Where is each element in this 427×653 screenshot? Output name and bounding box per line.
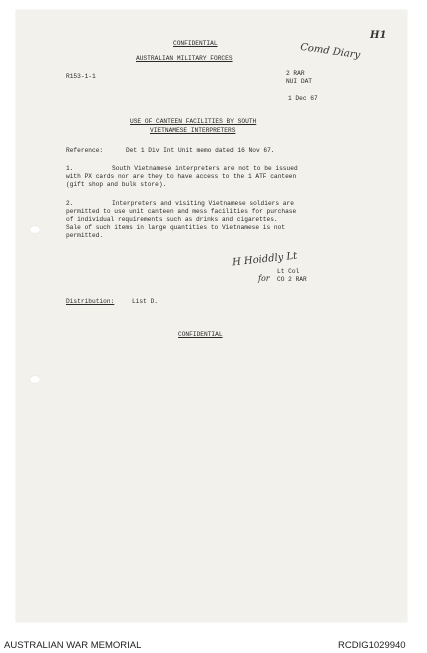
paragraph-2-number: 2. — [66, 200, 74, 207]
unit-location: NUI DAT — [286, 78, 312, 85]
distribution-label: Distribution: — [66, 298, 115, 305]
signature-initial: for — [258, 274, 270, 283]
signatory-appointment: CO 2 RAR — [277, 276, 307, 283]
signatory-rank: Lt Col — [277, 268, 300, 275]
subject-line-1: USE OF CANTEEN FACILITIES BY SOUTH — [130, 118, 257, 125]
paragraph-2-line-5: permitted. — [66, 232, 104, 239]
document-date: 1 Dec 67 — [288, 95, 318, 102]
paragraph-1-number: 1. — [66, 165, 74, 172]
paragraph-1-line-1: South Vietnamese interpreters are not to be issued — [112, 165, 298, 172]
footer-record-id: RCDIG1029940 — [338, 640, 406, 651]
handwritten-diary-note: Comd Diary — [299, 41, 361, 62]
footer-archive-name: AUSTRALIAN WAR MEMORIAL — [4, 640, 142, 651]
unit-name: 2 RAR — [286, 70, 305, 77]
paragraph-2-line-3: of individual requirements such as drinks and cigarettes. — [66, 216, 278, 223]
reference-label: Reference: — [66, 147, 104, 154]
organisation-title: AUSTRALIAN MILITARY FORCES — [136, 55, 233, 62]
file-number: R153-1-1 — [66, 73, 96, 80]
signature-scrawl: H Hoiddly Lt — [231, 250, 298, 269]
classification-top: CONFIDENTIAL — [173, 40, 218, 47]
classification-bottom: CONFIDENTIAL — [178, 331, 223, 338]
paragraph-2-line-1: Interpreters and visiting Vietnamese soldiers are — [112, 200, 294, 207]
document-page — [16, 10, 407, 622]
subject-line-2: VIETNAMESE INTERPRETERS — [150, 127, 236, 134]
handwritten-page-mark: H1 — [370, 30, 387, 41]
paragraph-1-line-3: (gift shop and bulk store). — [66, 181, 167, 188]
paragraph-1-line-2: with PX cards nor are they to have access to the 1 ATF canteen — [66, 173, 297, 180]
paragraph-2-line-2: permitted to use unit canteen and mess facilities for purchase — [66, 208, 297, 215]
paragraph-2-line-4: Sale of such items in large quantities to Vietnamese is not — [66, 224, 286, 231]
reference-text: Det 1 Div Int Unit memo dated 16 Nov 67. — [126, 147, 275, 154]
distribution-value: List D. — [132, 298, 158, 305]
